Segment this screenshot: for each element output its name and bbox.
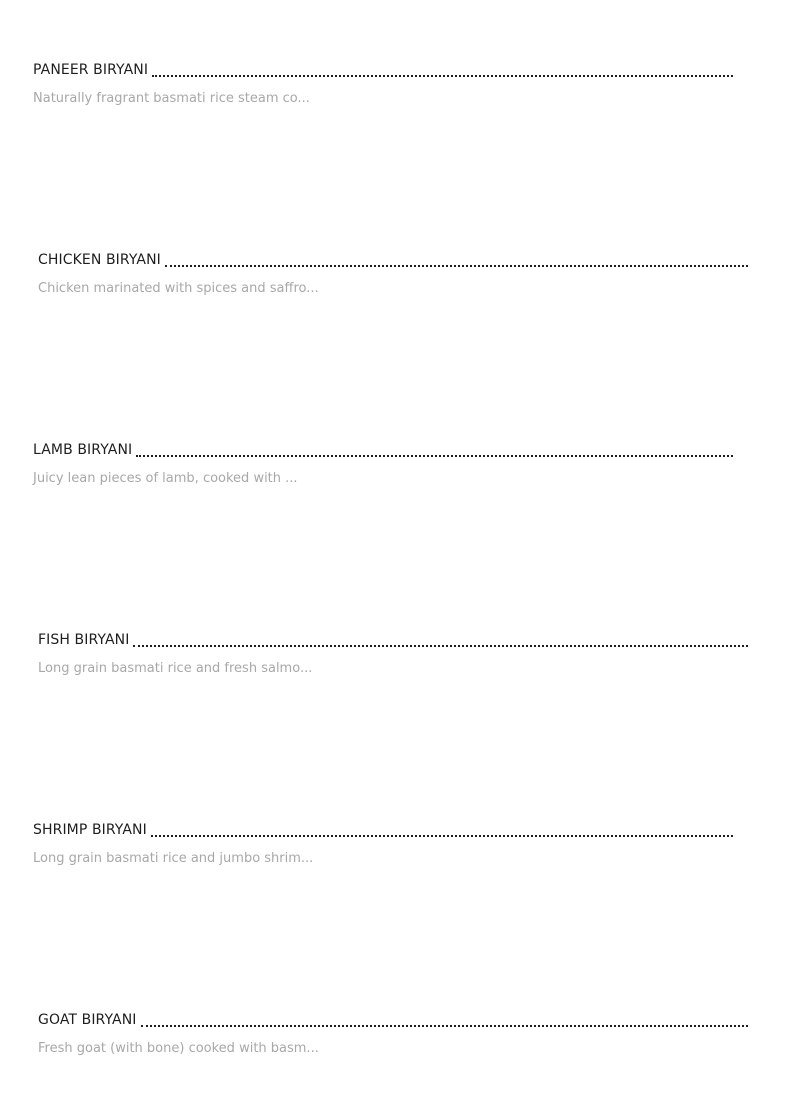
menu-item-shrimp-biryani[interactable] bbox=[33, 818, 733, 867]
menu-item-name: SHRIMP BIRYANI bbox=[33, 822, 147, 838]
menu-item-name: CHICKEN BIRYANI bbox=[38, 252, 161, 268]
menu-item-name: GOAT BIRYANI bbox=[38, 1012, 137, 1028]
menu-item-name: PANEER BIRYANI bbox=[33, 62, 149, 78]
menu-item-goat-biryani[interactable] bbox=[38, 1008, 748, 1057]
menu-item-title-row bbox=[33, 438, 733, 458]
menu-item-title-row bbox=[38, 248, 748, 268]
menu-item-description: Juicy lean pieces of lamb, cooked with ... bbox=[33, 471, 298, 486]
menu-item-lamb-biryani[interactable] bbox=[33, 438, 733, 487]
menu-item-title-row bbox=[33, 58, 733, 78]
menu-item-title-row bbox=[38, 628, 748, 648]
menu-item-fish-biryani[interactable] bbox=[38, 628, 748, 677]
dotted-leader bbox=[165, 265, 748, 267]
menu-item-name: LAMB BIRYANI bbox=[33, 442, 133, 458]
menu-item-description: Chicken marinated with spices and saffro... bbox=[38, 281, 319, 296]
dotted-leader bbox=[152, 75, 733, 77]
menu-item-title-row bbox=[33, 818, 733, 838]
menu-item-paneer-biryani[interactable] bbox=[33, 58, 733, 107]
menu-item-chicken-biryani[interactable] bbox=[38, 248, 748, 297]
dotted-leader bbox=[133, 645, 748, 647]
menu-item-description: Long grain basmati rice and jumbo shrim... bbox=[33, 851, 314, 866]
menu-item-description: Long grain basmati rice and fresh salmo... bbox=[38, 661, 313, 676]
dotted-leader bbox=[141, 1025, 748, 1027]
dotted-leader bbox=[151, 835, 733, 837]
menu-item-name: FISH BIRYANI bbox=[38, 632, 130, 648]
dotted-leader bbox=[136, 455, 733, 457]
menu-item-description: Fresh goat (with bone) cooked with basm... bbox=[38, 1041, 319, 1056]
menu-item-title-row bbox=[38, 1008, 748, 1028]
menu-item-description: Naturally fragrant basmati rice steam co... bbox=[33, 91, 310, 106]
